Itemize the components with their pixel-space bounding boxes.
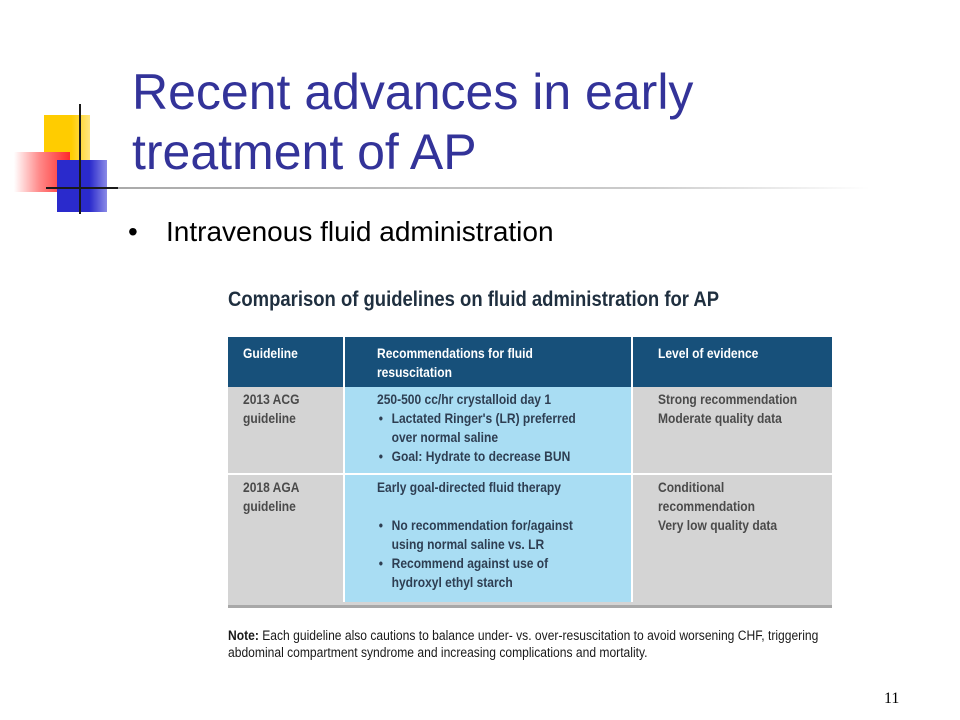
header-recommendations <box>377 337 627 382</box>
recommendation-lead: Early goal-directed fluid therapy <box>377 479 561 495</box>
blue-square-decoration <box>57 160 107 212</box>
recommendation-bullet-line: using normal saline vs. LR <box>391 536 545 552</box>
header-guideline-label: Guideline <box>243 345 298 361</box>
recommendation-bullet-line: Lactated Ringer's (LR) preferred <box>391 410 576 426</box>
recommendation-bullet <box>377 516 592 554</box>
table-row-1-evidence <box>658 390 828 428</box>
guideline-line: 2013 ACG <box>243 391 300 407</box>
evidence-line: recommendation <box>658 498 756 514</box>
evidence-line: Very low quality data <box>658 517 778 533</box>
recommendation-bullets <box>377 516 592 592</box>
recommendation-bullet-line: No recommendation for/against <box>391 517 573 533</box>
bullet-item <box>128 216 554 248</box>
table-row-2-guideline <box>243 478 341 516</box>
note-label: Note: <box>228 628 259 643</box>
bullet-text: Intravenous fluid administration <box>166 216 554 247</box>
recommendation-lead: 250-500 cc/hr crystalloid day 1 <box>377 391 552 407</box>
header-evidence <box>658 337 828 363</box>
table-title: Comparison of guidelines on fluid administration for AP <box>228 288 720 311</box>
recommendation-bullet <box>377 447 592 466</box>
evidence-line: Conditional <box>658 479 725 495</box>
table-row-1-recommendations <box>377 390 627 466</box>
recommendation-bullet <box>377 554 592 592</box>
vertical-rule-decoration <box>79 104 81 214</box>
page-number: 11 <box>884 690 900 707</box>
recommendation-bullet-line: Goal: Hydrate to decrease BUN <box>391 448 571 464</box>
header-guideline <box>243 337 341 363</box>
column-divider <box>631 337 633 602</box>
table-row-2-recommendations <box>377 478 627 592</box>
header-recommendations-line1: Recommendations for fluid <box>377 345 533 361</box>
column-divider <box>343 337 345 602</box>
guidelines-table <box>228 337 832 608</box>
row-divider <box>228 473 832 475</box>
guideline-line: guideline <box>243 410 296 426</box>
table-note <box>228 627 846 661</box>
recommendation-bullet <box>377 409 592 447</box>
evidence-line: Moderate quality data <box>658 410 782 426</box>
table-row-2-evidence <box>658 478 828 535</box>
evidence-line: Strong recommendation <box>658 391 798 407</box>
bullet-dot-icon: • <box>128 216 138 247</box>
table-row-1-guideline <box>243 390 341 428</box>
recommendation-bullet-line: Recommend against use of <box>391 555 549 571</box>
guideline-line: guideline <box>243 498 296 514</box>
header-evidence-label: Level of evidence <box>658 345 759 361</box>
guideline-line: 2018 AGA <box>243 479 300 495</box>
recommendation-bullet-line: over normal saline <box>391 429 499 445</box>
slide-title: Recent advances in early treatment of AP <box>132 64 694 180</box>
note-text: Each guideline also cautions to balance under- vs. over-resuscitation to avoid worsening CHF, triggering abdominal compartment syndrome and increasing complications and mortality. <box>228 628 819 660</box>
recommendation-bullet-line: hydroxyl ethyl starch <box>391 574 513 590</box>
title-underline-rule <box>118 187 870 189</box>
header-recommendations-line2: resuscitation <box>377 364 452 380</box>
recommendation-bullets <box>377 409 592 466</box>
horizontal-rule-dark-decoration <box>46 187 120 189</box>
